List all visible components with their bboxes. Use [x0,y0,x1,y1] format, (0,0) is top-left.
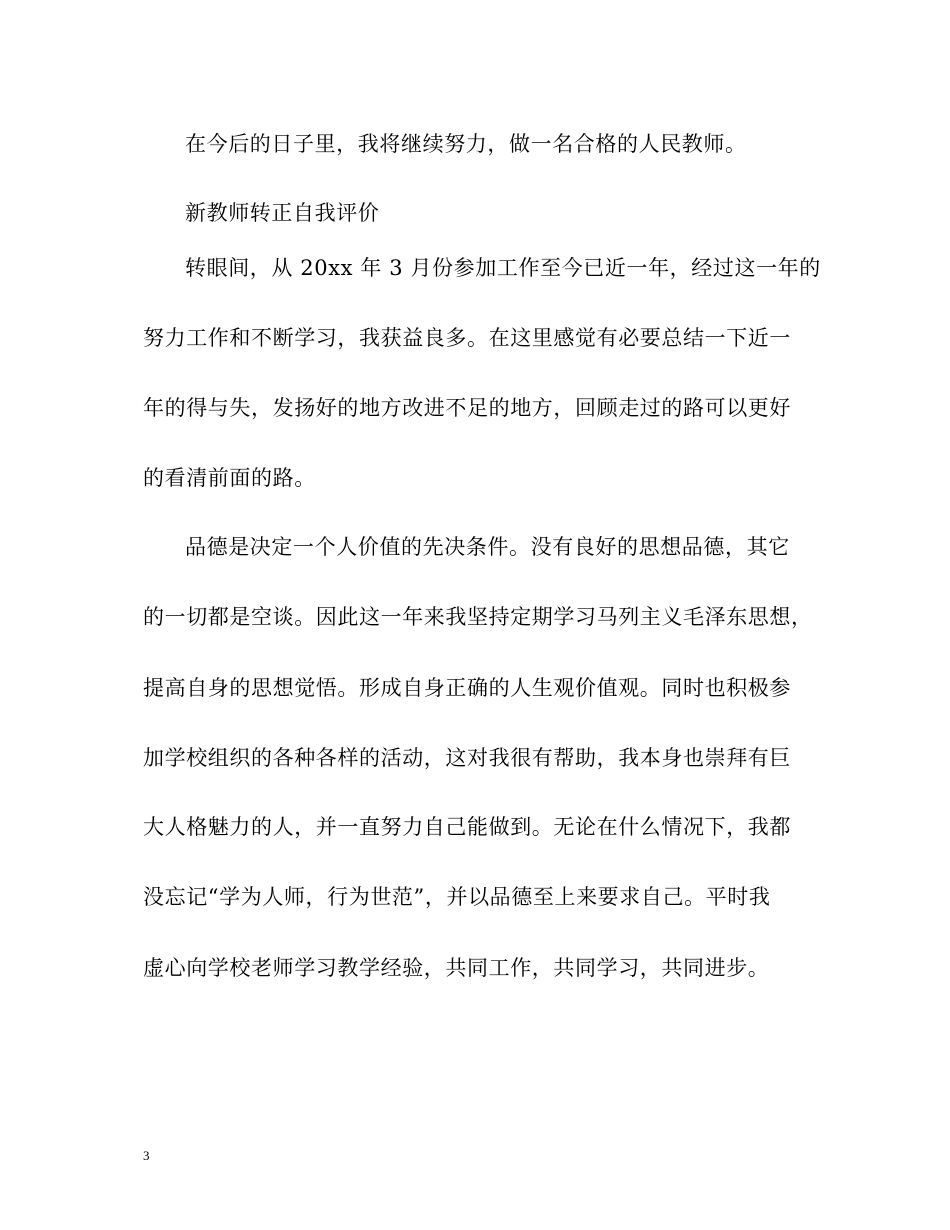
text-line: 在今后的日子里，我将继续努力，做一名合格的人民教师。 [185,132,747,156]
text-line: 年的得与失，发扬好的地方改进不足的地方，回顾走过的路可以更好 [143,396,791,420]
text-line: 没忘记“学为人师，行为世范”，并以品德至上来要求自己。平时我 [143,885,771,909]
text-line: 的一切都是空谈。因此这一年来我坚持定期学习马列主义毛泽东思想， [143,605,813,629]
text-line: 加学校组织的各种各样的活动，这对我很有帮助，我本身也崇拜有巨 [143,746,791,770]
text-line: 品德是决定一个人价值的先决条件。没有良好的思想品德，其它 [185,535,790,559]
text-line: 提高自身的思想觉悟。形成自身正确的人生观价值观。同时也积极参 [143,676,791,700]
text-line: 转眼间，从 20xx 年 3 月份参加工作至今已近一年，经过这一年的 [185,256,821,280]
text-line: 大人格魅力的人，并一直努力自己能做到。无论在什么情况下，我都 [143,815,791,839]
text-line: 虚心向学校老师学习教学经验，共同工作，共同学习，共同进步。 [143,956,770,980]
text-line: 努力工作和不断学习，我获益良多。在这里感觉有必要总结一下近一 [143,326,791,350]
text-line: 的看清前面的路。 [143,466,316,490]
section-heading: 新教师转正自我评价 [185,201,380,225]
page-number: 3 [143,1148,150,1163]
